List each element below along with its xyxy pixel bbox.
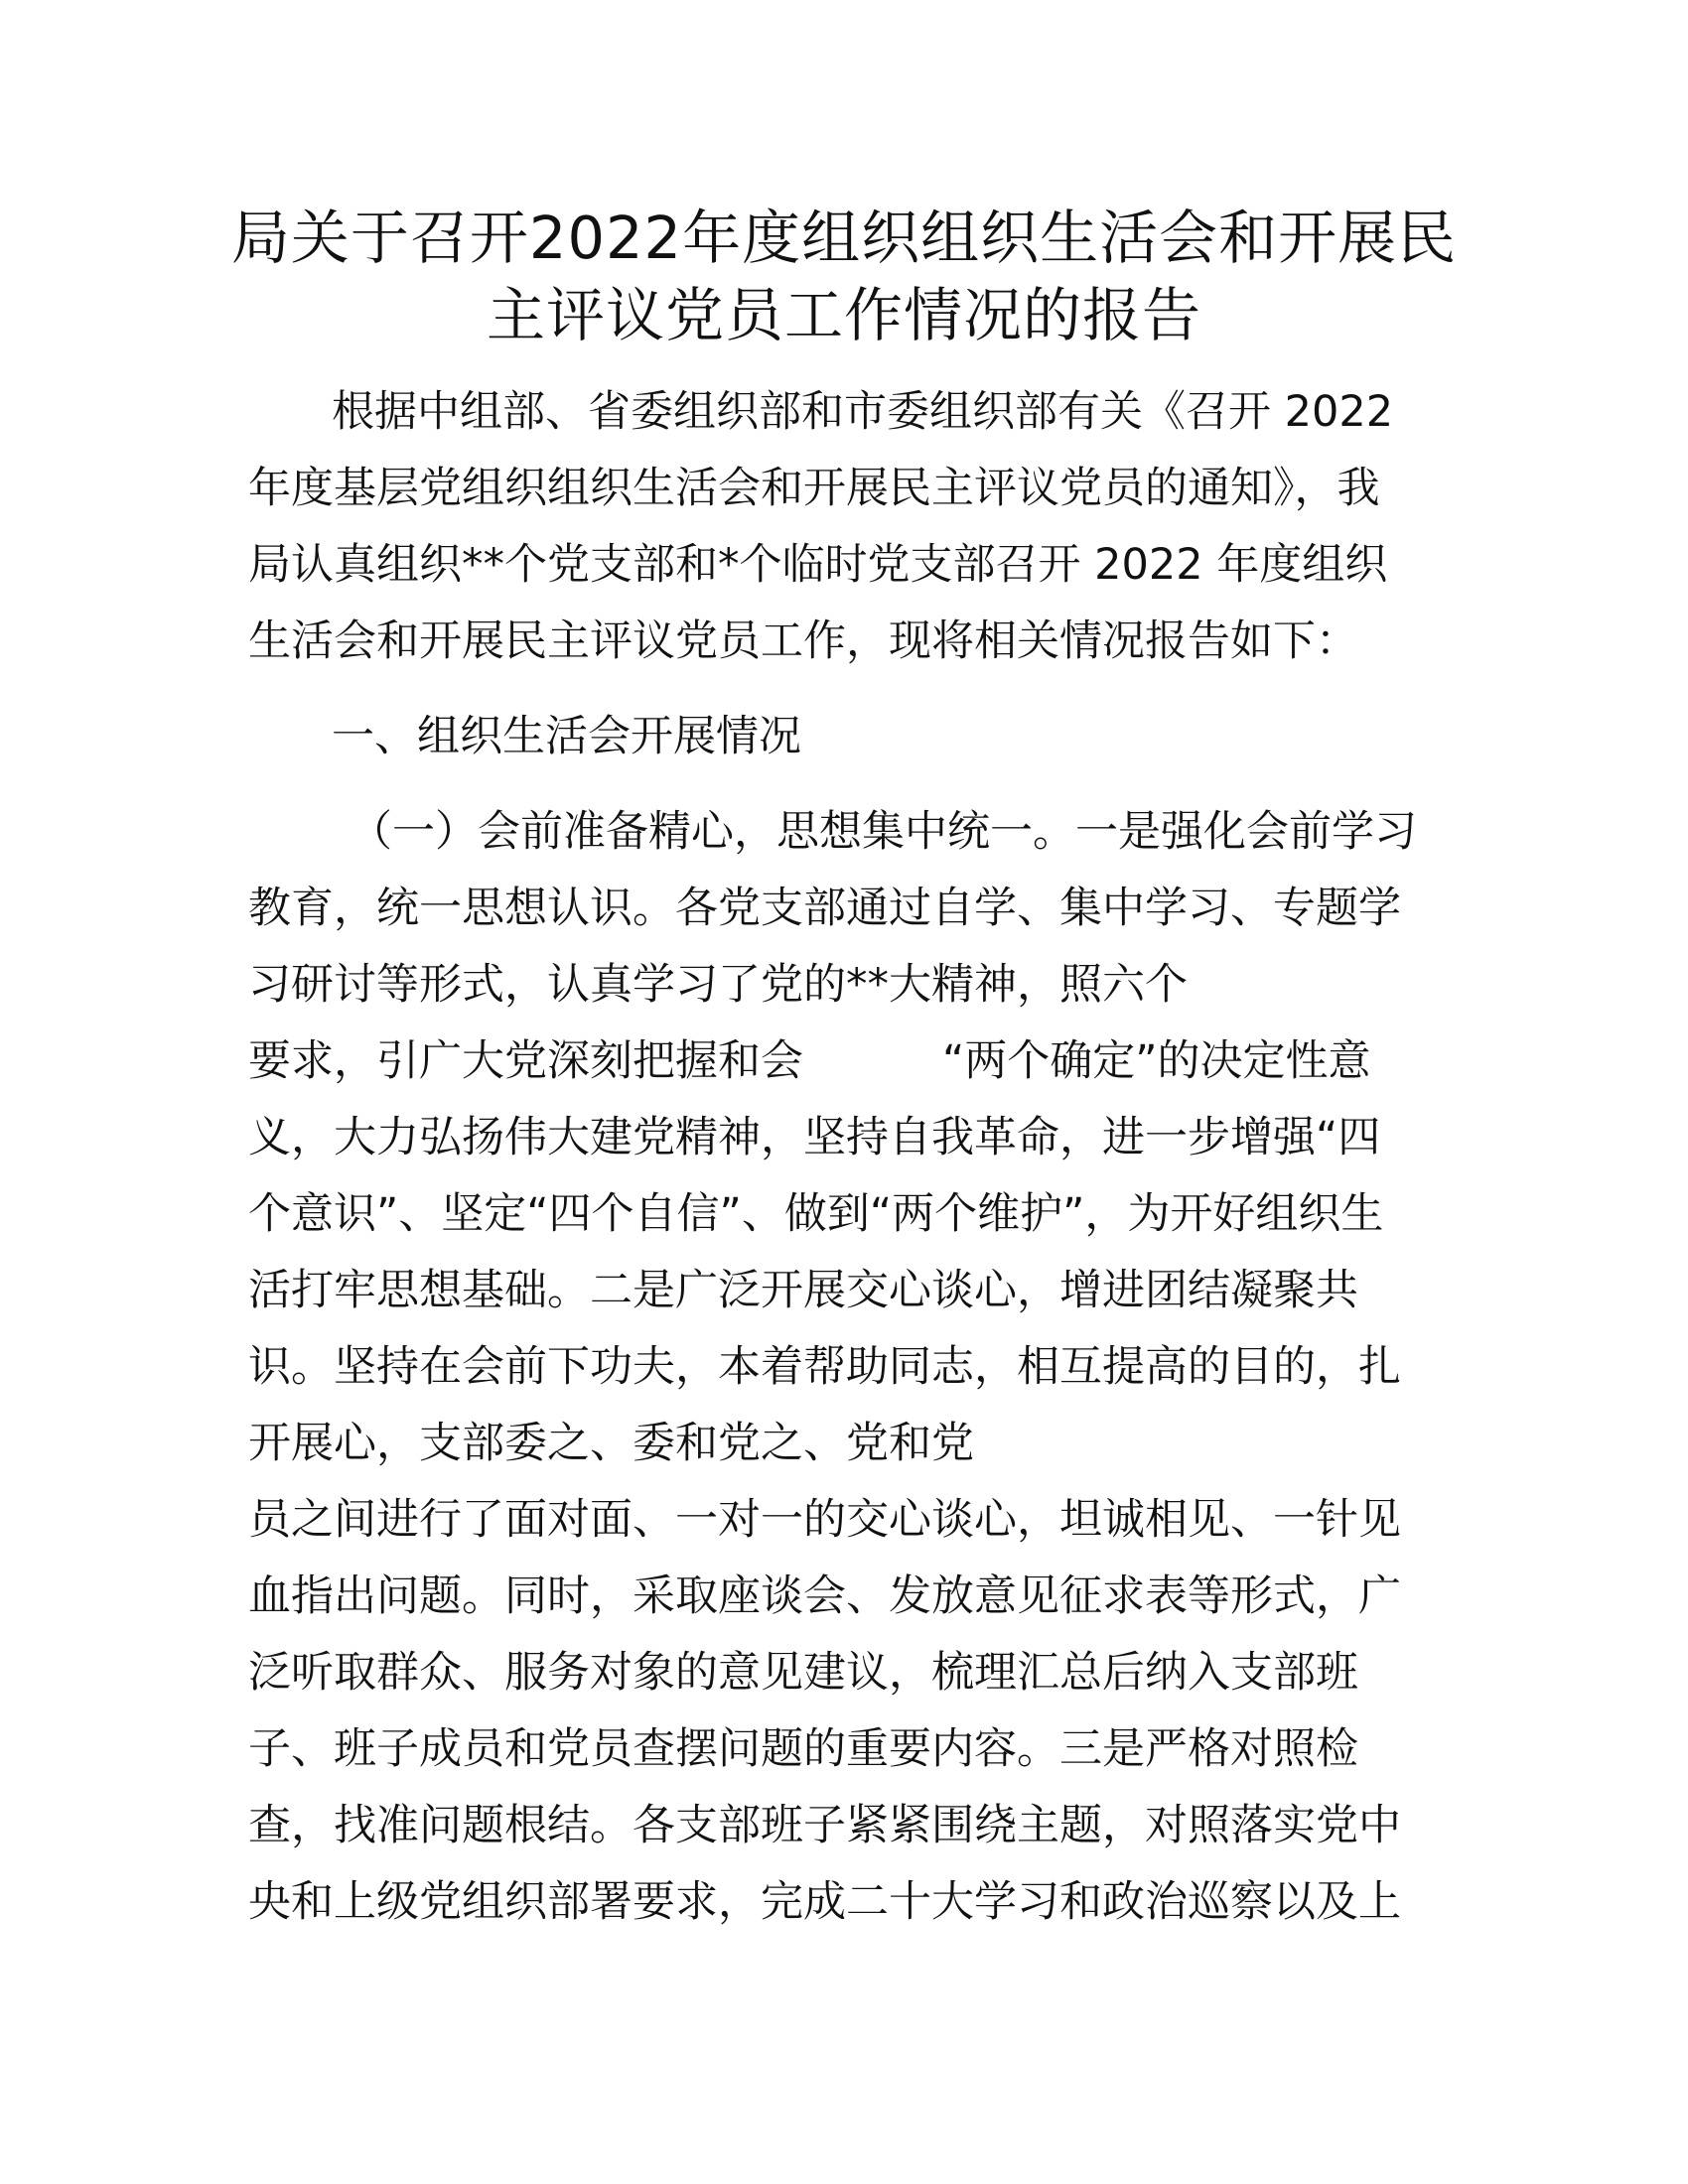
body-line-13: 子、班子成员和党员查摆问题的重要内容。三是严格对照检 bbox=[248, 1724, 1358, 1774]
document-title-line-1: 局关于召开2022年度组织组织生活会和开展民 bbox=[230, 204, 1458, 272]
intro-line-2: 年度基层党组织组织生活会和开展民主评议党员的通知》，我 bbox=[248, 464, 1380, 513]
body-line-15: 央和上级党组织部署要求，完成二十大学习和政治巡察以及上 bbox=[248, 1877, 1401, 1927]
body-line-1: （一）会前准备精心，思想集中统一。一是强化会前学习 bbox=[350, 807, 1417, 857]
body-line-14: 查，找准问题根结。各支部班子紧紧围绕主题，对照落实党中 bbox=[248, 1801, 1401, 1850]
intro-line-1: 根据中组部、省委组织部和市委组织部有关《召开 2022 bbox=[332, 387, 1394, 437]
body-line-5: 义，大力弘扬伟大建党精神，坚持自我革命，进一步增强“四 bbox=[248, 1113, 1381, 1162]
body-line-8: 识。坚持在会前下功夫，本着帮助同志，相互提高的目的，扎 bbox=[248, 1342, 1401, 1392]
body-line-10: 员之间进行了面对面、一对一的交心谈心，坦诚相见、一针见 bbox=[248, 1495, 1401, 1545]
body-line-2: 教育，统一思想认识。各党支部通过自学、集中学习、专题学 bbox=[248, 884, 1401, 933]
intro-line-4: 生活会和开展民主评议党员工作，现将相关情况报告如下： bbox=[248, 616, 1358, 666]
body-line-7: 活打牢思想基础。二是广泛开展交心谈心，增进团结凝聚共 bbox=[248, 1266, 1358, 1315]
section-heading: 一、组织生活会开展情况 bbox=[332, 712, 801, 761]
body-line-11: 血指出问题。同时，采取座谈会、发放意见征求表等形式，广 bbox=[248, 1571, 1401, 1621]
body-line-3: 习研讨等形式，认真学习了党的**大精神，照六个 bbox=[248, 960, 1188, 1010]
body-line-6: 个意识”、坚定“四个自信”、做到“两个维护”，为开好组织生 bbox=[248, 1189, 1384, 1239]
body-line-9: 开展心，支部委之、委和党之、党和党 bbox=[248, 1419, 974, 1468]
body-line-4 bbox=[248, 1031, 1371, 1091]
document-title-line-2: 主评议党员工作情况的报告 bbox=[486, 281, 1201, 349]
body-line-12: 泛听取群众、服务对象的意见建议，梳理汇总后纳入支部班 bbox=[248, 1648, 1358, 1698]
intro-line-3: 局认真组织**个党支部和*个临时党支部召开 2022 年度组织 bbox=[248, 540, 1388, 590]
body-line-4-left: 要求，引广大党深刻把握和会 bbox=[248, 1036, 803, 1086]
body-line-4-right: “两个确定”的决定性意 bbox=[942, 1036, 1371, 1086]
